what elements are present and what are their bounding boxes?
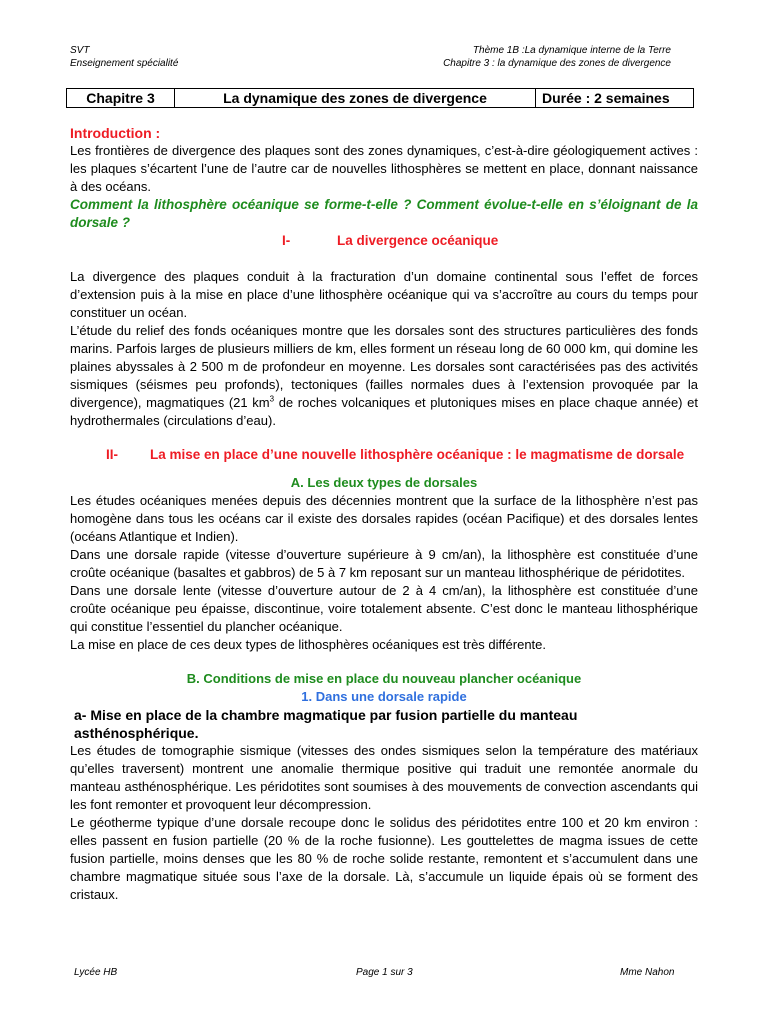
subsection-b1-title: 1. Dans une dorsale rapide: [301, 689, 467, 704]
footer-school: Lycée HB: [74, 967, 118, 978]
section1-title: La divergence océanique: [337, 233, 499, 248]
section1-paragraph1: La divergence des plaques conduit à la fracturation d’un domaine continental sous l’effet de forces d’extension puis à la mise en place d’une lithosphère océanique qui va s’accroître au cours du temps pour constituer un océan.: [70, 269, 698, 320]
subsection-a-paragraph4: La mise en place de ces deux types de lithosphères océaniques est très différente.: [70, 637, 546, 652]
section2-heading: [70, 446, 698, 464]
header-left: [70, 44, 178, 70]
chapter-table: [66, 88, 694, 108]
section2-title: La mise en place d’une nouvelle lithosphère océanique : le magmatisme de dorsale: [150, 447, 685, 462]
part-a-paragraph1: Les études de tomographie sismique (vitesses des ondes sismiques selon la température des matériaux qu’elles traversent) montrent une anomalie thermique positive qui traduit une remontée anormale du manteau asthénosphérique. Les péridotites sont soumises à des mouvements de convection ascendants qui les font remonter et provoquent leur décompression.: [70, 743, 698, 812]
section1-p2-text: L’étude du relief des fonds océaniques montre que les dorsales sont des structures particulières des fonds marins. Parfois larges de plusieurs milliers de km, elles forment un réseau long de 60 000 km, qui domine les plaines abyssales à 2 500 m de profondeur en moyenne. Les dorsales sont caractérisées pas des activités sismiques (séismes peu profonds), tectoniques (failles normales dues à l’extension provoquée par la divergence), magmatiques (21 km: [70, 323, 698, 410]
subsection-b-title: B. Conditions de mise en place du nouveau plancher océanique: [186, 671, 582, 686]
intro-title: Introduction :: [70, 125, 161, 141]
header-chapter: Chapitre 3 : la dynamique des zones de divergence: [443, 58, 671, 69]
intro-text: Les frontières de divergence des plaques sont des zones dynamiques, c’est-à-dire géologiquement actives : les plaques s’écartent l’une de l’autre car de nouvelles lithosphères se mettent en place, donnant naissance à des océans.: [70, 143, 698, 194]
section1-paragraph2: [70, 322, 698, 430]
header-subject: SVT: [70, 45, 90, 56]
chapter-title: La dynamique des zones de divergence: [175, 89, 536, 108]
subsection-a-paragraph2: Dans une dorsale rapide (vitesse d’ouverture supérieure à 9 cm/an), la lithosphère est constituée d’une croûte océanique (basaltes et gabbros) de 5 à 7 km reposant sur un manteau lithosphérique de péridotites.: [70, 547, 698, 580]
section1-p2-text-end: de roches volcaniques et plutoniques mises en place chaque année) et hydrothermales (circulations d’eau).: [70, 395, 698, 428]
section1-heading: [70, 232, 698, 250]
section1-number: I-: [282, 233, 291, 248]
intro-question: Comment la lithosphère océanique se forme-t-elle ? Comment évolue-t-elle en s’éloignant de la dorsale ?: [70, 197, 698, 230]
header-course: Enseignement spécialité: [70, 58, 179, 69]
part-a-paragraph2: Le géotherme typique d’une dorsale recoupe donc le solidus des péridotites entre 100 et 20 km environ : elles passent en fusion partielle (20 % de la roche fusionne). Les gouttelettes de magma issues de cette fusion partielle, moins denses que les 80 % de roche solide restante, remontent et s’accumulent dans une chambre magmatique située sous l’axe de la dorsale. Là, s’accumule un liquide épais où se forment des cristaux.: [70, 815, 698, 902]
document-body: [70, 124, 698, 904]
chapter-number: Chapitre 3: [67, 89, 175, 108]
footer-author: Mme Nahon: [620, 967, 675, 978]
part-a-title: a- Mise en place de la chambre magmatique par fusion partielle du manteau asthénosphérique.: [74, 707, 578, 741]
subsection-a-paragraph3: Dans une dorsale lente (vitesse d’ouverture autour de 2 à 4 cm/an), la lithosphère est constituée d’une croûte océanique peu épaisse, discontinue, voire totalement absente. C’est donc le manteau lithosphérique qui constitue l’essentiel du plancher océanique.: [70, 583, 698, 634]
subsection-a-paragraph1: Les études océaniques menées depuis des décennies montrent que la surface de la lithosphère n’est pas homogène dans tous les océans car il existe des dorsales rapides (océan Pacifique) et des dorsales lentes (océans Atlantique et Indien).: [70, 493, 698, 544]
header-right: [443, 44, 671, 70]
header-theme: Thème 1B :La dynamique interne de la Terre: [472, 45, 671, 56]
section2-number: II-: [106, 447, 118, 462]
chapter-duration: Durée : 2 semaines: [536, 89, 694, 108]
superscript-3: 3: [269, 394, 275, 404]
footer-page-number: Page 1 sur 3: [356, 967, 413, 978]
subsection-a-title: A. Les deux types de dorsales: [290, 475, 478, 490]
